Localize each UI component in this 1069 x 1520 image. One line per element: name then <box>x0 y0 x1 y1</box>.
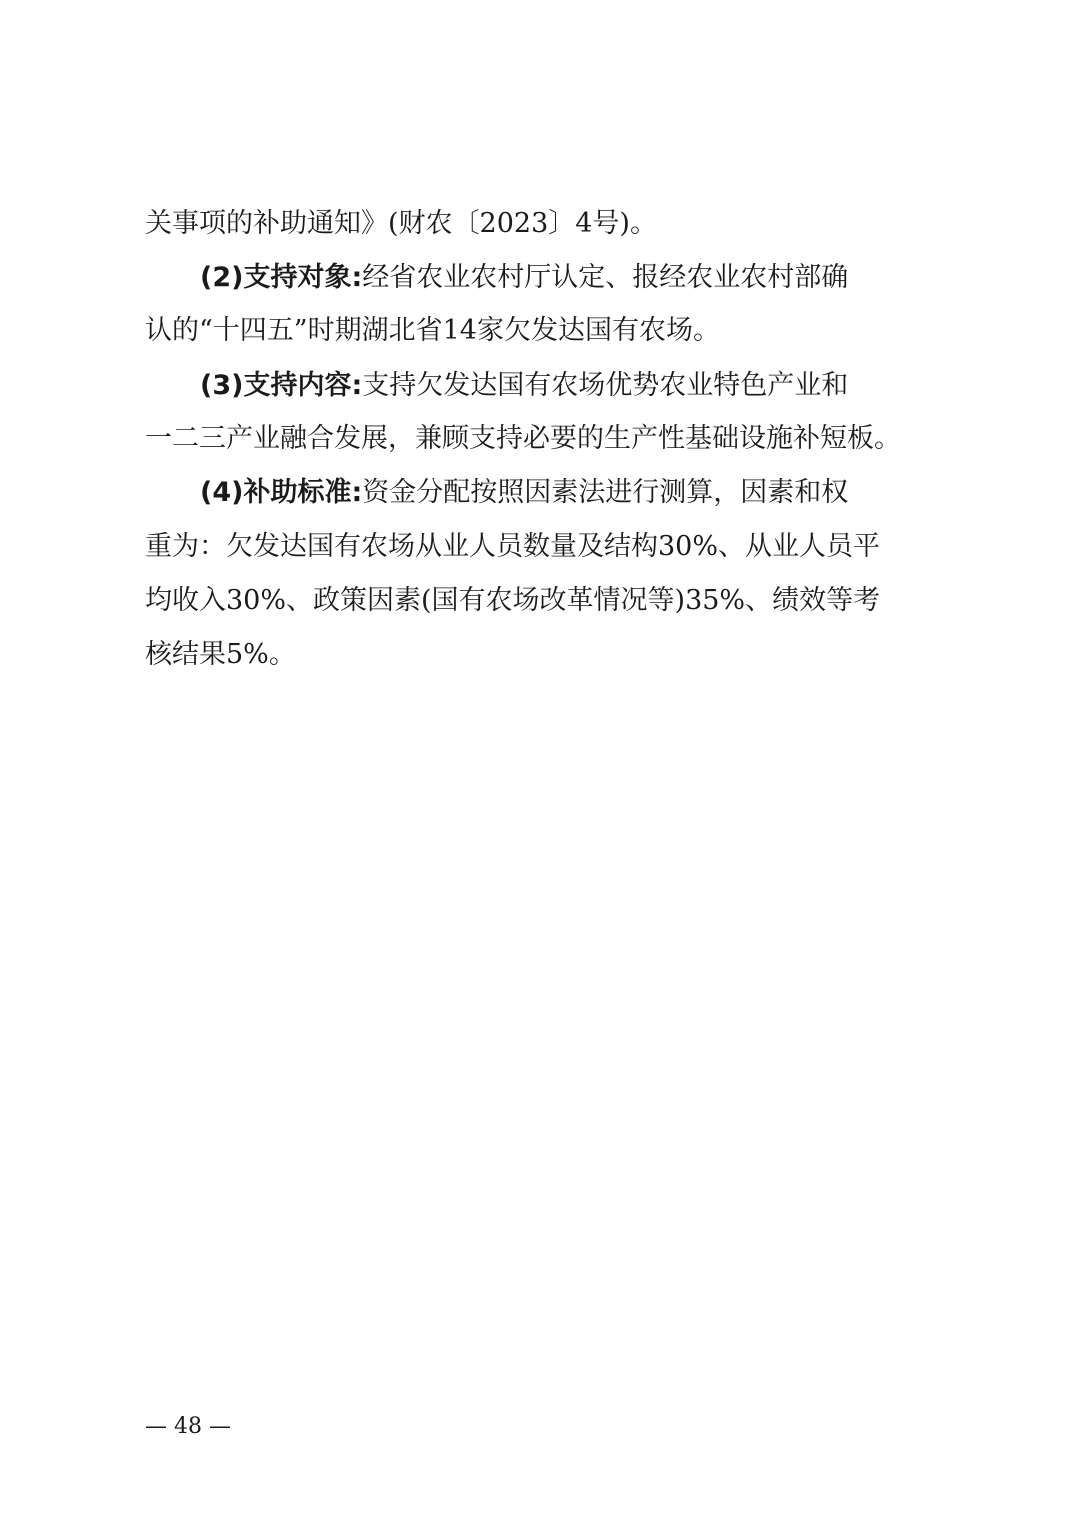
item-3-line-1 <box>200 366 935 406</box>
item-2-line-1 <box>200 258 935 298</box>
item-2-line-2: 认的“十四五”时期湖北省14家欠发达国有农场。 <box>145 315 720 346</box>
item-4-text-1: 资金分配按照因素法进行测算，因素和权 <box>362 477 849 508</box>
item-3-heading: (3)支持内容: <box>200 370 363 401</box>
item-2-heading: (2)支持对象: <box>200 262 363 293</box>
page-number: — 48 — <box>145 1414 231 1439</box>
item-3-line-2: 一二三产业融合发展，兼顾支持必要的生产性基础设施补短板。 <box>145 423 901 454</box>
item-4-heading: (4)补助标准: <box>200 477 363 508</box>
item-4-line-4: 核结果5%。 <box>145 639 296 670</box>
item-3-text-1: 支持欠发达国有农场优势农业特色产业和 <box>362 370 849 401</box>
paragraph-line-1: 关事项的补助通知》(财农〔2023〕4号)。 <box>145 208 657 239</box>
item-4-line-3: 均收入30%、政策因素(国有农场改革情况等)35%、绩效等考 <box>145 585 881 616</box>
item-2-text-1: 经省农业农村厅认定、报经农业农村部确 <box>362 262 849 293</box>
item-4-line-1 <box>200 473 935 513</box>
item-4-line-2: 重为：欠发达国有农场从业人员数量及结构30%、从业人员平 <box>145 531 881 562</box>
